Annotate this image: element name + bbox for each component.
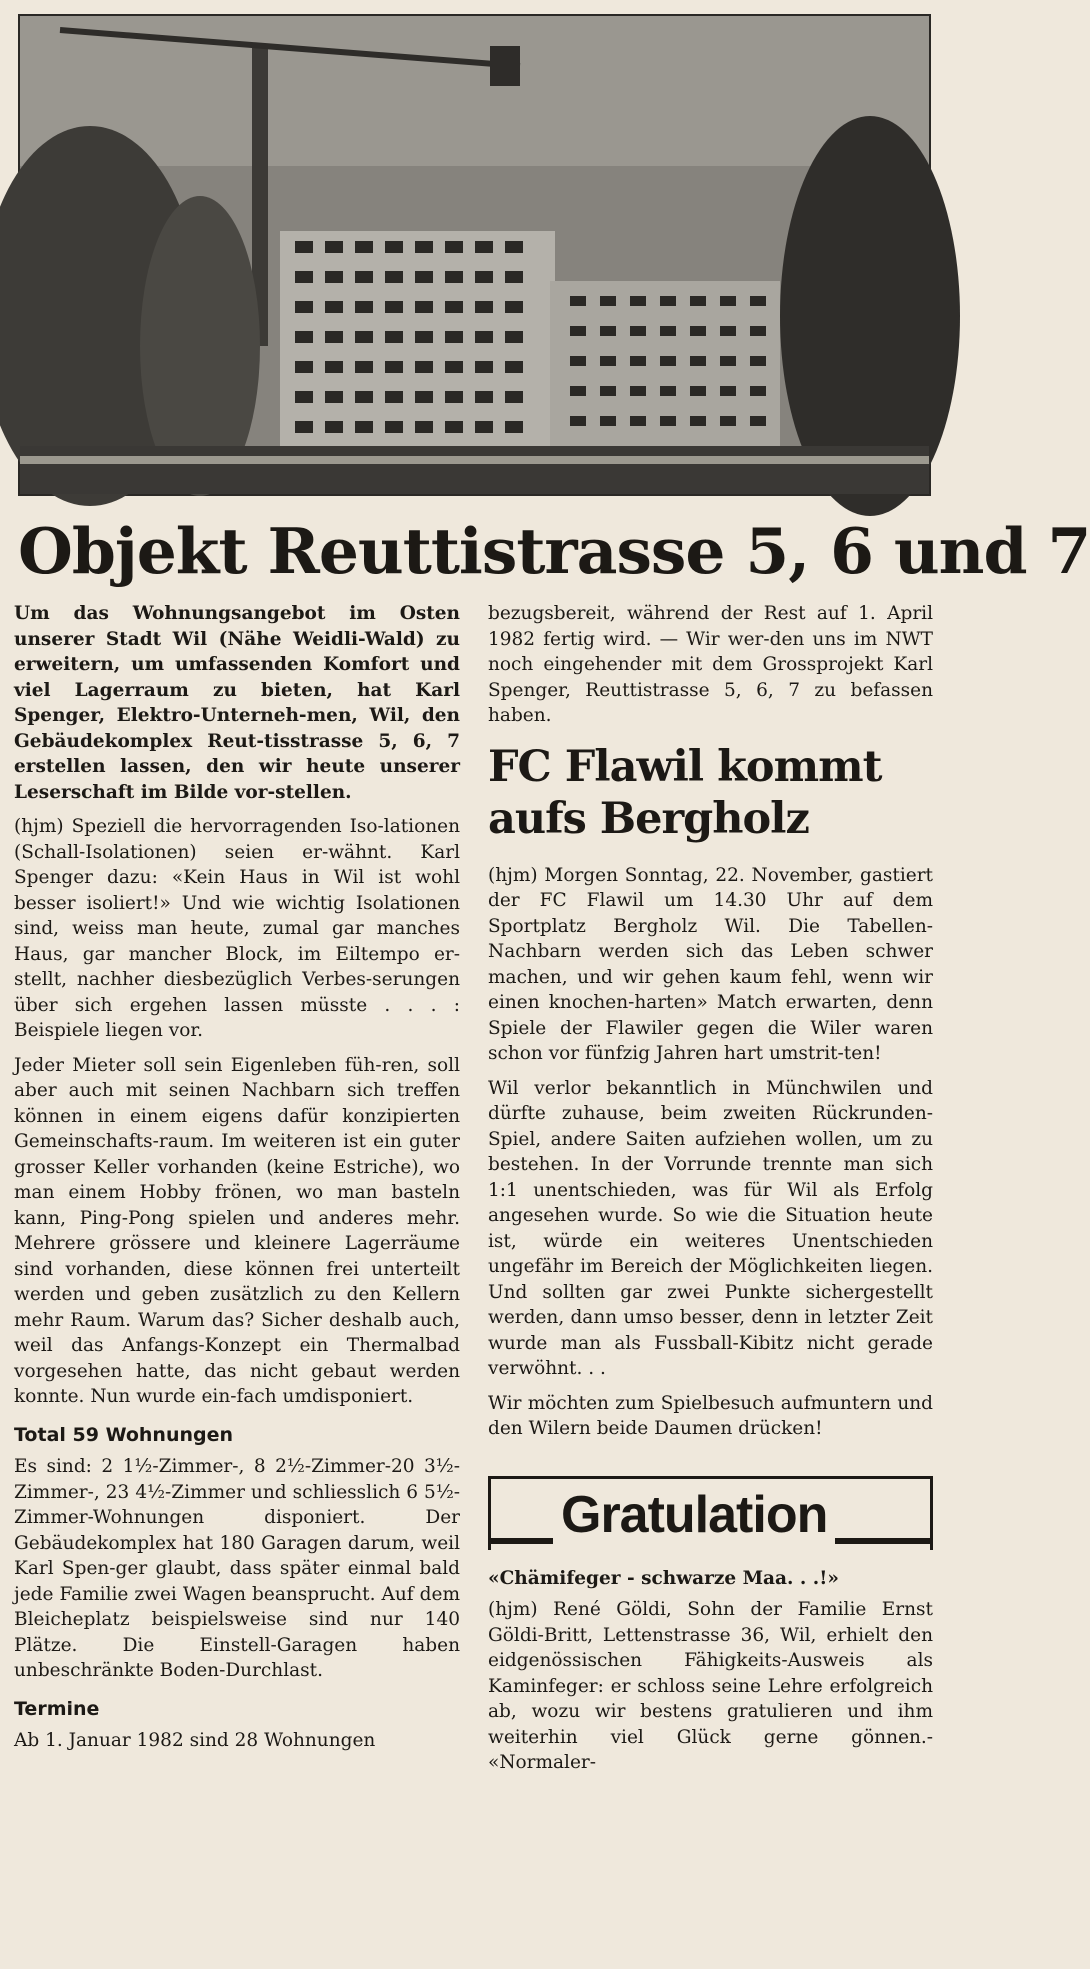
paragraph: (hjm) Morgen Sonntag, 22. November, gastiert der FC Flawil um 14.30 Uhr auf dem Sportplatz Bergholz Wil. Die Tabellen-Nachbarn werden sich das Leben schwer machen, und wir gehen kaum fehl, wenn wir einen knochen-harten» Match erwarten, denn Spiele der Flawiler gegen die Wiler waren schon vor fünfzig Jahren hart umstrit-ten!: [488, 864, 933, 1064]
column-left: [14, 601, 460, 1763]
kicker: «Chämifeger - schwarze Maa. . .!»: [488, 1567, 839, 1589]
paragraph: (hjm) Speziell die hervorragenden Iso-lationen (Schall-Isolationen) seien er-wähnt. Karl Spenger dazu: «Kein Haus in Wil ist wohl besser isoliert!» Und wie wichtig Isolationen sind, weiss man heute, zumal gar manches Haus, gar mancher Block, im Eiltempo er-stellt, nachher diesbezüglich Verbes-serungen über sich ergehen lassen müsste . . . : Beispiele liegen vor.: [14, 816, 460, 1041]
paragraph: Wil verlor bekanntlich in Münchwilen und dürfte zuhause, beim zweiten Rückrunden-Spiel, andere Saiten aufziehen wollen, um zu bestehen. In der Vorrunde trennte man sich 1:1 unentschieden, was für Wil als Erfolg angesehen wurde. So wie die Situation heute ist, würde ein weiteres Unentschieden ungefähr im Bereich der Möglichkeiten liegen. Und sollten gar zwei Punkte sichergestellt werden, dann umso besser, denn in letzter Zeit wurde man als Fussball-Kibitz nicht gerade verwöhnt. . .: [488, 1077, 933, 1379]
paragraph: Ab 1. Januar 1982 sind 28 Wohnungen: [14, 1730, 376, 1751]
gratulation-title: Gratulation: [553, 1483, 835, 1547]
paragraph: Es sind: 2 1½-Zimmer-, 8 2½-Zimmer-20 3½-Zimmer-, 23 4½-Zimmer und schliesslich 6 5½-Zimmer-Wohnungen disponiert. Der Gebäudekomplex hat 180 Garagen darum, weil Karl Spen-ger glaubt, dass später einmal bald jede Familie zwei Wagen beansprucht. Auf dem Bleicheplatz beispielsweise sind nur 140 Plätze. Die Einstell-Garagen haben unbeschränkte Boden-Durchlast.: [14, 1456, 460, 1681]
subheading-termine: Termine: [14, 1697, 100, 1720]
gratulation-box: [488, 1476, 933, 1550]
lead-paragraph: Um das Wohnungsangebot im Osten unserer Stadt Wil (Nähe Weidli-Wald) zu erweitern, um umfassenden Komfort und viel Lagerraum zu bieten, hat Karl Spenger, Elektro-Unterneh-men, Wil, den Gebäudekomplex Reut-tisstrasse 5, 6, 7 erstellen lassen, den wir heute unserer Leserschaft im Bilde vor-stellen.: [14, 603, 460, 803]
article-headline-fc-flawil: FC Flawil kommt aufs Bergholz: [488, 741, 882, 844]
paragraph: bezugsbereit, während der Rest auf 1. April 1982 fertig wird. — Wir wer-den uns im NWT noch eingehender mit dem Grossprojekt Karl Spenger, Reuttistrasse 5, 6, 7 zu befassen haben.: [488, 603, 933, 726]
paragraph: Jeder Mieter soll sein Eigenleben füh-ren, soll aber auch mit seinen Nachbarn sich treffen können in einem eigens dafür konzipierten Gemeinschafts-raum. Im weiteren ist ein guter grosser Keller vorhanden (keine Estriche), wo man einem Hobby frönen, wo man basteln kann, Ping-Pong spielen und anderes mehr. Mehrere grössere und kleinere Lagerräume sind vorhanden, diese können frei unterteilt werden und geben zusätzlich zu den Kellern mehr Raum. Warum das? Sicher deshalb auch, weil das Anfangs-Konzept ein Thermalbad vorgesehen hatte, das nicht gebaut werden konnte. Nun wurde ein-fach umdisponiert.: [14, 1054, 460, 1407]
subheading-total: Total 59 Wohnungen: [14, 1423, 234, 1446]
headline: Objekt Reuttistrasse 5, 6 und 7: [18, 514, 1090, 588]
building-photo-illustration: [20, 16, 929, 494]
paragraph: (hjm) René Göldi, Sohn der Familie Ernst Göldi-Britt, Lettenstrasse 36, Wil, erhielt den eidgenössischen Fähigkeits-Ausweis als Kaminfeger: er schloss seine Lehre erfolgreich ab, wozu wir bestens gratulieren und ihm weiterhin viel Glück gerne gönnen.- «Normaler-: [488, 1599, 933, 1773]
paragraph: Wir möchten zum Spielbesuch aufmuntern und den Wilern beide Daumen drücken!: [488, 1392, 933, 1439]
column-right: [488, 601, 933, 1785]
building-photo: [18, 14, 931, 496]
